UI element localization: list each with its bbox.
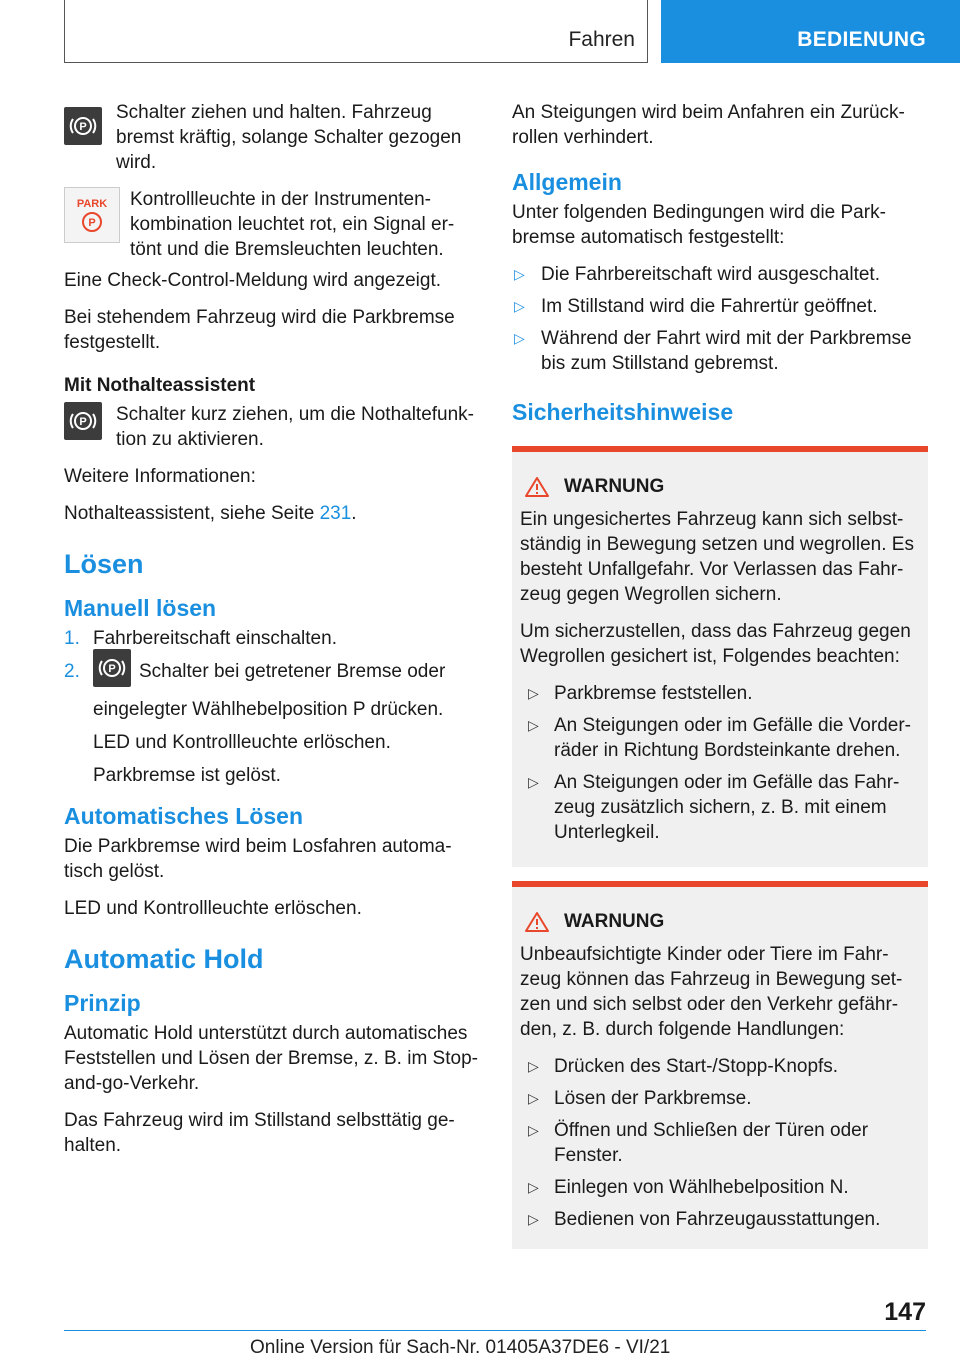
page-number: 147 xyxy=(884,1298,926,1326)
list-item xyxy=(512,326,928,376)
parking-brake-switch-icon xyxy=(93,649,131,687)
list-item-text: Bedienen von Fahrzeugausstattungen. xyxy=(554,1209,881,1230)
paragraph-text: Schalter ziehen und halten. Fahrzeug bremst kräftig, solange Schalter gezogen wird. xyxy=(116,102,462,173)
reference-end: . xyxy=(351,503,357,524)
step-text: Fahrbereitschaft einschalten. xyxy=(93,628,337,649)
triangle-bullet-icon: ▷ xyxy=(528,685,539,701)
triangle-bullet-icon: ▷ xyxy=(514,266,525,282)
warning-title-text: WARNUNG xyxy=(564,911,665,932)
list-item-text: An Steigungen oder im Gefälle das Fahr-zeug zusätzlich sichern, z. B. mit einem Unterlegkeil. xyxy=(554,772,900,843)
list-item xyxy=(520,1054,920,1079)
heading-prinzip: Prinzip xyxy=(64,990,141,1016)
paragraph-reference xyxy=(64,501,482,526)
svg-text:P: P xyxy=(79,416,87,428)
paragraph: Eine Check-Control-Meldung wird angezeigt. xyxy=(64,270,442,291)
parking-brake-switch-icon xyxy=(64,107,102,145)
list-item-text: Im Stillstand wird die Fahrertür geöffnet. xyxy=(541,296,878,317)
warning-list xyxy=(520,681,920,845)
warning-box xyxy=(512,446,928,867)
paragraph: Automatic Hold unterstützt durch automatisches Feststellen und Lösen der Bremse, z. B. im Stop-and-go-Verkehr. xyxy=(64,1023,478,1094)
svg-text:P: P xyxy=(79,121,87,133)
list-item-text: Öffnen und Schließen der Türen oder Fenster. xyxy=(554,1120,869,1166)
paragraph: Unter folgenden Bedingungen wird die Park-bremse automatisch festgestellt: xyxy=(512,202,886,248)
warning-box xyxy=(512,881,928,1249)
heading-allgemein: Allgemein xyxy=(512,169,622,195)
reference-text: Nothalteassistent, siehe Seite xyxy=(64,503,320,524)
warning-title xyxy=(524,474,920,499)
park-indicator-row xyxy=(64,187,482,262)
paragraph: Bei stehendem Fahrzeug wird die Parkbremse festgestellt. xyxy=(64,307,455,353)
header-left-box xyxy=(64,0,648,63)
heading-sicherheitshinweise: Sicherheitshinweise xyxy=(512,399,734,425)
list-item-text: Parkbremse feststellen. xyxy=(554,683,753,704)
header-chapter-tab xyxy=(661,0,960,63)
list-item xyxy=(520,770,920,845)
svg-text:P: P xyxy=(88,217,96,229)
paragraph: Unbeaufsichtigte Kinder oder Tiere im Fahr-zeug können das Fahrzeug in Bewegung set-zen und sich selbst oder den Verkehr gefähr-den, z. B. durch folgende Handlungen: xyxy=(520,944,903,1040)
step-number: 1. xyxy=(64,628,80,649)
paragraph-text: Schalter kurz ziehen, um die Nothaltefunk-tion zu aktivieren. xyxy=(116,404,475,450)
header-section-title: Fahren xyxy=(568,28,635,51)
triangle-bullet-icon: ▷ xyxy=(528,1211,539,1227)
triangle-bullet-icon: ▷ xyxy=(528,1090,539,1106)
triangle-bullet-icon: ▷ xyxy=(528,717,539,733)
list-item-text: Während der Fahrt wird mit der Parkbremse bis zum Stillstand gebremst. xyxy=(541,328,912,374)
warning-list xyxy=(520,1054,920,1232)
list-item xyxy=(520,1207,920,1232)
list-item xyxy=(520,1118,920,1168)
list-item xyxy=(520,681,920,706)
step-note: Parkbremse ist gelöst. xyxy=(93,765,281,786)
right-column xyxy=(512,100,928,1249)
list-item-text: Die Fahrbereitschaft wird ausgeschaltet. xyxy=(541,264,880,285)
list-item-text: An Steigungen oder im Gefälle die Vorder-räder in Richtung Bordsteinkante drehen. xyxy=(554,715,911,761)
paragraph: Ein ungesichertes Fahrzeug kann sich selbst-ständig in Bewegung setzen und wegrollen. Es besteht Unfallgefahr. Vor Verlassen das Fahr-zeug gegen Wegrollen sichern. xyxy=(520,509,914,605)
warning-triangle-icon xyxy=(524,476,550,498)
page-link[interactable]: 231 xyxy=(319,503,352,524)
step-number: 2. xyxy=(64,661,80,682)
triangle-bullet-icon: ▷ xyxy=(528,1122,539,1138)
list-item-text: Drücken des Start-/Stopp-Knopfs. xyxy=(554,1056,839,1077)
list-item-text: Einlegen von Wählhebelposition N. xyxy=(554,1177,849,1198)
triangle-bullet-icon: ▷ xyxy=(514,330,525,346)
list-item xyxy=(64,626,482,651)
paragraph: Die Parkbremse wird beim Losfahren automa-tisch gelöst. xyxy=(64,836,452,882)
heading-loesen: Lösen xyxy=(64,549,144,579)
triangle-bullet-icon: ▷ xyxy=(514,298,525,314)
paragraph: Weitere Informationen: xyxy=(64,466,256,487)
list-item xyxy=(512,294,928,319)
paragraph xyxy=(64,100,482,175)
list-item-text: Lösen der Parkbremse. xyxy=(554,1088,752,1109)
subheading-nothalteassistent: Mit Nothalteassistent xyxy=(64,375,256,396)
header-chapter-title: BEDIENUNG xyxy=(797,28,926,51)
steps-list xyxy=(64,626,482,788)
step-text: Schalter bei getretener Bremse oder eingelegter Wählhebelposition P drücken. xyxy=(93,661,446,720)
paragraph: An Steigungen wird beim Anfahren ein Zurück-rollen verhindert. xyxy=(512,102,905,148)
paragraph: LED und Kontrollleuchte erlöschen. xyxy=(64,898,362,919)
heading-manuell-loesen: Manuell lösen xyxy=(64,595,217,621)
warning-title xyxy=(524,909,920,934)
footer-divider xyxy=(64,1330,926,1331)
warning-triangle-icon xyxy=(524,911,550,933)
list-item xyxy=(520,1086,920,1111)
park-warning-light-icon xyxy=(64,187,120,243)
triangle-bullet-icon: ▷ xyxy=(528,1058,539,1074)
list-item xyxy=(64,659,482,788)
conditions-list xyxy=(512,262,928,376)
list-item xyxy=(512,262,928,287)
list-item xyxy=(520,1175,920,1200)
triangle-bullet-icon: ▷ xyxy=(528,774,539,790)
heading-automatic-hold: Automatic Hold xyxy=(64,944,264,974)
left-column xyxy=(64,100,482,1170)
paragraph: Das Fahrzeug wird im Stillstand selbsttätig ge-halten. xyxy=(64,1110,455,1156)
park-label: PARK xyxy=(76,198,108,210)
step-note: LED und Kontrollleuchte erlöschen. xyxy=(93,732,391,753)
svg-text:P: P xyxy=(108,663,116,675)
parking-brake-switch-icon xyxy=(64,402,102,440)
footer-text: Online Version für Sach-Nr. 01405A37DE6 - VI/21 xyxy=(250,1337,671,1358)
warning-title-text: WARNUNG xyxy=(564,476,665,497)
paragraph-text: Kontrollleuchte in der Instrumenten-kombination leuchtet rot, ein Signal er-tönt und die Bremsleuchten leuchten. xyxy=(130,189,455,260)
list-item xyxy=(520,713,920,763)
heading-automatisches-loesen: Automatisches Lösen xyxy=(64,803,303,829)
triangle-bullet-icon: ▷ xyxy=(528,1179,539,1195)
paragraph: Um sicherzustellen, dass das Fahrzeug gegen Wegrollen gesichert ist, Folgendes beachten: xyxy=(520,621,911,667)
paragraph xyxy=(64,402,482,452)
